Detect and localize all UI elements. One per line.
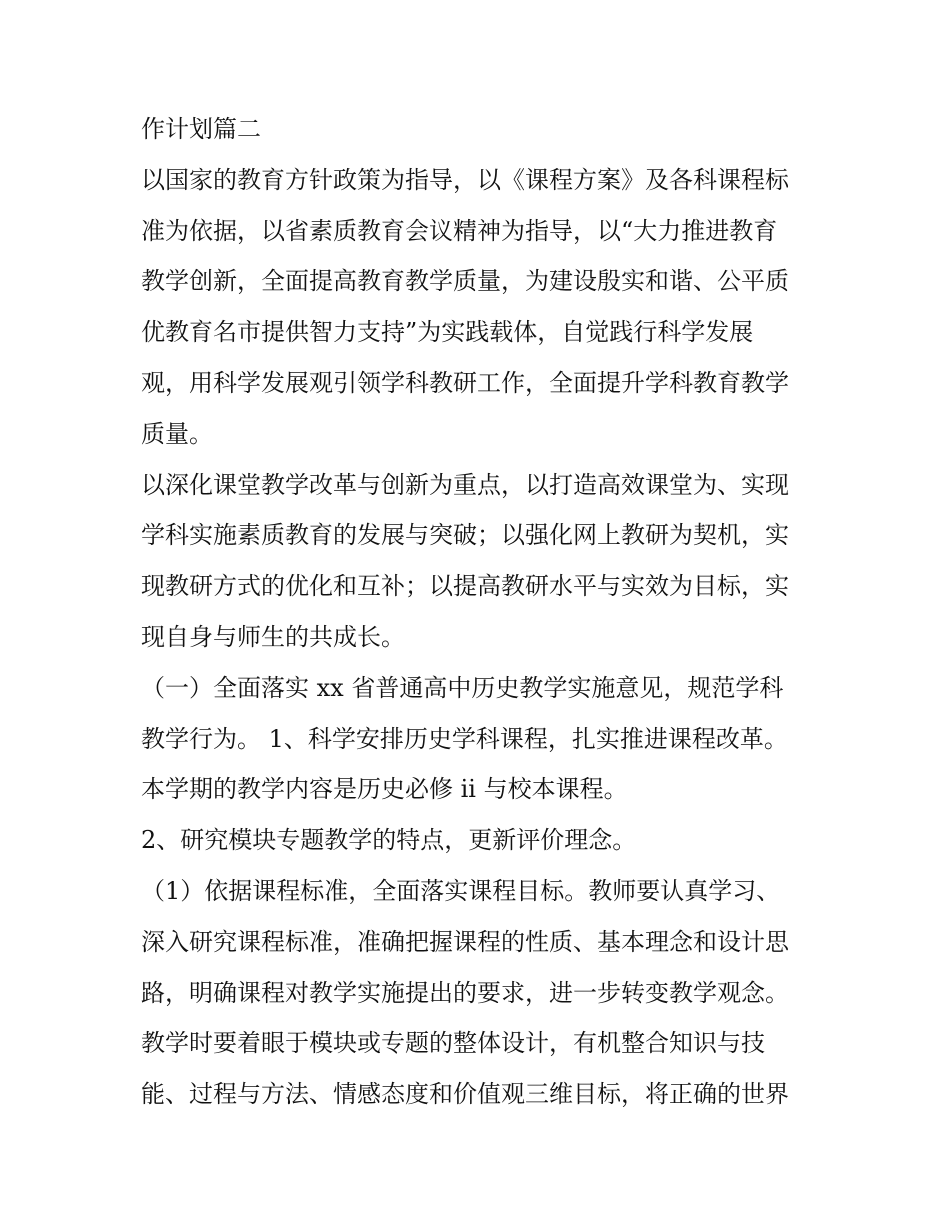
text-line: 现自身与师生的共成长。 — [141, 622, 405, 651]
text-line: 以国家的教育方针政策为指导，以《课程方案》及各科课程标 — [141, 165, 789, 194]
text-line: 2、研究模块专题教学的特点，更新评价理念。 — [141, 826, 637, 855]
text-line: 以深化课堂教学改革与创新为重点，以打造高效课堂为、实现 — [141, 470, 789, 499]
text-line: （1）依据课程标准，全面落实课程目标。教师要认真学习、 — [141, 876, 781, 905]
text-line: 教学时要着眼于模块或专题的整体设计，有机整合知识与技 — [141, 1029, 765, 1058]
text-line: 质量。 — [141, 419, 213, 448]
text-line: 深入研究课程标准，准确把握课程的性质、基本理念和设计思 — [141, 927, 789, 956]
text-line: 准为依据，以省素质教育会议精神为指导，以“大力推进教育 — [141, 216, 778, 245]
text-line: （一）全面落实 xx 省普通高中历史教学实施意见，规范学科 — [141, 673, 784, 702]
text-line: 观，用科学发展观引领学科教研工作，全面提升学科教育教学 — [141, 368, 789, 397]
text-line: 路，明确课程对教学实施提出的要求，进一步转变教学观念。 — [141, 978, 789, 1007]
text-line: 教学创新，全面提高教育教学质量，为建设殷实和谐、公平质 — [141, 267, 789, 296]
text-line: 本学期的教学内容是历史必修 ii 与校本课程。 — [141, 775, 628, 804]
text-line: 作计划篇二 — [141, 115, 261, 143]
text-line: 现教研方式的优化和互补；以提高教研水平与实效为目标，实 — [141, 572, 789, 601]
text-line: 能、过程与方法、情感态度和价值观三维目标，将正确的世界 — [141, 1080, 789, 1109]
text-line: 教学行为。 1、科学安排历史学科课程，扎实推进课程改革。 — [141, 724, 788, 753]
text-line: 学科实施素质教育的发展与突破；以强化网上教研为契机，实 — [141, 521, 789, 550]
text-line: 优教育名市提供智力支持”为实践载体，自觉践行科学发展 — [141, 318, 754, 347]
document-body — [141, 111, 821, 1127]
